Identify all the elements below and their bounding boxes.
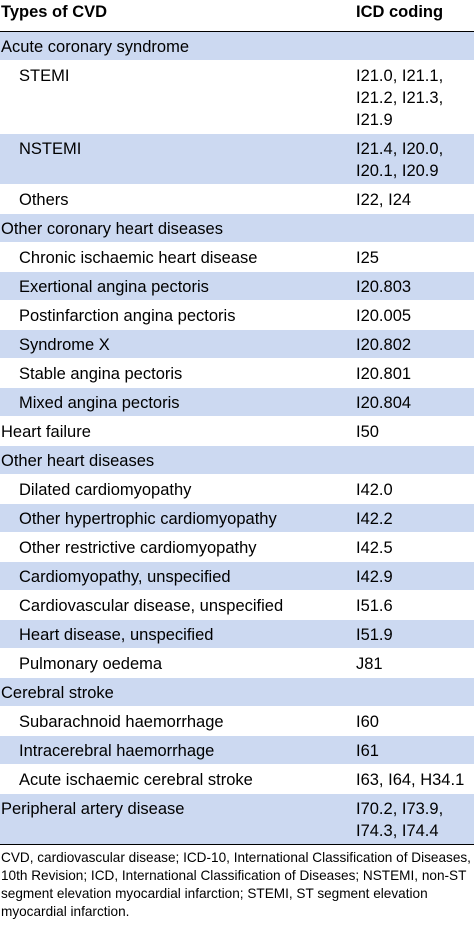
icd-code-cell: I20.803 xyxy=(350,272,474,301)
type-cell: Other hypertrophic cardiomyopathy xyxy=(0,504,350,533)
icd-code-cell: I50 xyxy=(350,417,474,446)
table-row xyxy=(0,134,474,185)
type-cell: Stable angina pectoris xyxy=(0,359,350,388)
table-row xyxy=(0,446,474,475)
type-cell: Heart disease, unspecified xyxy=(0,620,350,649)
icd-code-cell: I70.2, I73.9, I74.3, I74.4 xyxy=(350,794,474,845)
type-cell: Chronic ischaemic heart disease xyxy=(0,243,350,272)
table-row xyxy=(0,359,474,388)
table-row xyxy=(0,562,474,591)
category-cell: Heart failure xyxy=(0,417,350,446)
type-cell: Subarachnoid haemorrhage xyxy=(0,707,350,736)
footnote: CVD, cardiovascular disease; ICD-10, International Classification of Diseases, 10th Revision; ICD, International Classification of Diseases; NSTEMI, non-ST segment elevation myocardial infarction; STEMI, ST segment elevation myocardial infarction. xyxy=(1,850,471,919)
type-cell: NSTEMI xyxy=(0,134,350,185)
table-row xyxy=(0,243,474,272)
table-row xyxy=(0,301,474,330)
type-cell: Intracerebral haemorrhage xyxy=(0,736,350,765)
type-cell: STEMI xyxy=(0,61,350,134)
table-row xyxy=(0,591,474,620)
header-row xyxy=(0,0,474,32)
icd-code-cell: I25 xyxy=(350,243,474,272)
icd-code-cell: I60 xyxy=(350,707,474,736)
icd-code-cell: J81 xyxy=(350,649,474,678)
icd-code-cell: I51.9 xyxy=(350,620,474,649)
type-cell: Syndrome X xyxy=(0,330,350,359)
icd-code-cell: I42.5 xyxy=(350,533,474,562)
icd-code-cell: I22, I24 xyxy=(350,185,474,214)
table-row xyxy=(0,475,474,504)
category-cell: Acute coronary syndrome xyxy=(0,32,350,61)
type-cell: Pulmonary oedema xyxy=(0,649,350,678)
table-row xyxy=(0,649,474,678)
icd-code-cell xyxy=(350,32,474,61)
icd-code-cell: I20.005 xyxy=(350,301,474,330)
table-row xyxy=(0,388,474,417)
table-row xyxy=(0,794,474,845)
icd-code-cell: I42.0 xyxy=(350,475,474,504)
table-row xyxy=(0,533,474,562)
icd-code-cell: I21.0, I21.1, I21.2, I21.3, I21.9 xyxy=(350,61,474,134)
table-row xyxy=(0,504,474,533)
icd-code-cell: I21.4, I20.0, I20.1, I20.9 xyxy=(350,134,474,185)
table-row xyxy=(0,185,474,214)
table-row xyxy=(0,330,474,359)
table-row xyxy=(0,214,474,243)
icd-code-cell xyxy=(350,678,474,707)
table-row xyxy=(0,32,474,61)
table-row xyxy=(0,272,474,301)
table-row xyxy=(0,678,474,707)
header-types-of-cvd: Types of CVD xyxy=(0,0,350,32)
icd-code-cell xyxy=(350,446,474,475)
category-cell: Cerebral stroke xyxy=(0,678,350,707)
table-row xyxy=(0,765,474,794)
icd-code-cell: I63, I64, H34.1 xyxy=(350,765,474,794)
type-cell: Others xyxy=(0,185,350,214)
category-cell: Other coronary heart diseases xyxy=(0,214,350,243)
table-row xyxy=(0,620,474,649)
icd-code-cell: I51.6 xyxy=(350,591,474,620)
icd-code-cell xyxy=(350,214,474,243)
type-cell: Postinfarction angina pectoris xyxy=(0,301,350,330)
table-body xyxy=(0,32,474,845)
icd-code-cell: I42.2 xyxy=(350,504,474,533)
type-cell: Cardiomyopathy, unspecified xyxy=(0,562,350,591)
header-icd-coding: ICD coding xyxy=(350,0,474,32)
icd-code-cell: I61 xyxy=(350,736,474,765)
table-row xyxy=(0,417,474,446)
type-cell: Other restrictive cardiomyopathy xyxy=(0,533,350,562)
type-cell: Exertional angina pectoris xyxy=(0,272,350,301)
table-row xyxy=(0,61,474,134)
category-cell: Peripheral artery disease xyxy=(0,794,350,845)
table-row xyxy=(0,707,474,736)
category-cell: Other heart diseases xyxy=(0,446,350,475)
icd-code-cell: I42.9 xyxy=(350,562,474,591)
table-row xyxy=(0,736,474,765)
type-cell: Acute ischaemic cerebral stroke xyxy=(0,765,350,794)
type-cell: Mixed angina pectoris xyxy=(0,388,350,417)
icd-code-cell: I20.801 xyxy=(350,359,474,388)
type-cell: Dilated cardiomyopathy xyxy=(0,475,350,504)
icd-code-cell: I20.804 xyxy=(350,388,474,417)
icd-code-cell: I20.802 xyxy=(350,330,474,359)
type-cell: Cardiovascular disease, unspecified xyxy=(0,591,350,620)
